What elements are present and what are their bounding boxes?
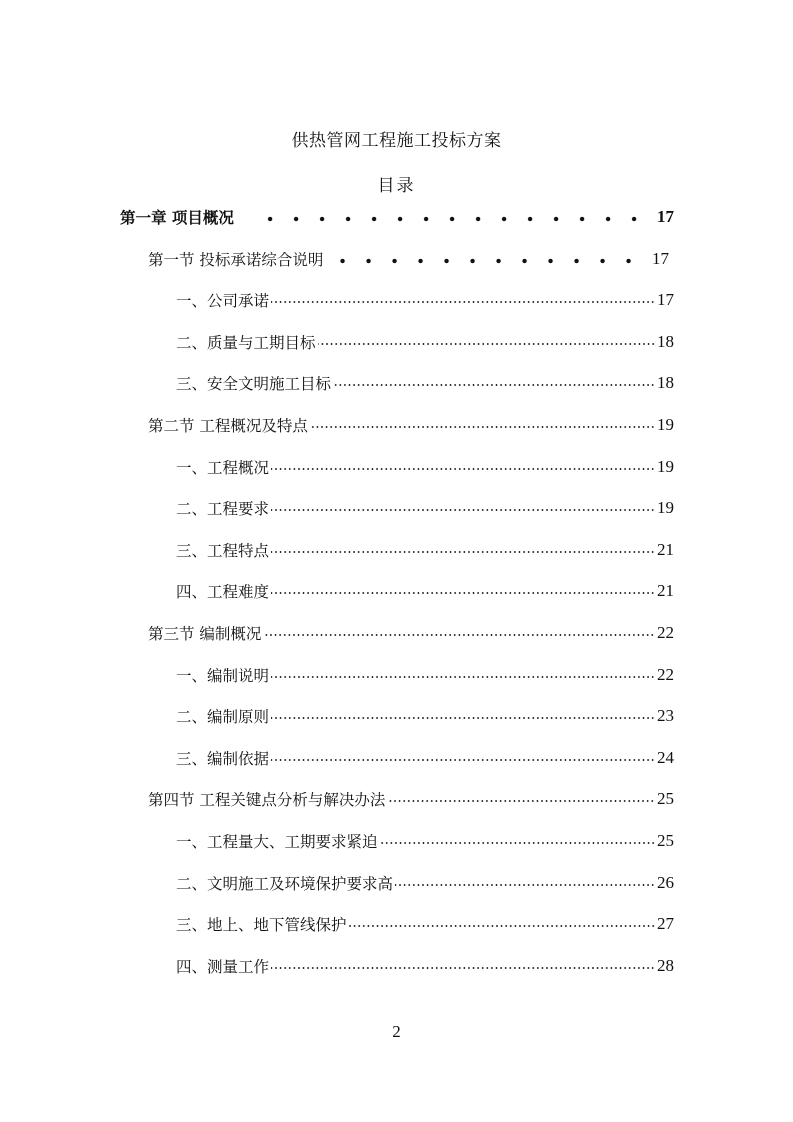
toc-entry-page: 22 [657, 623, 674, 642]
dot-leader [250, 215, 647, 223]
toc-entry-page: 17 [657, 290, 674, 310]
toc-entry-page: 25 [657, 789, 674, 809]
toc-entry-page: 17 [657, 207, 674, 226]
toc-entry-label: 一、工程量大、工期要求紧迫 [176, 833, 378, 851]
toc-entry-label: 四、工程难度 [176, 583, 270, 602]
toc-entry-chapter-1[interactable] [120, 203, 674, 231]
toc-entry-page: 21 [657, 581, 674, 601]
toc-entry-item[interactable] [176, 328, 674, 356]
dot-leader [318, 341, 655, 347]
dot-leader [333, 382, 655, 388]
dot-leader [271, 507, 655, 513]
toc-entry-label: 第一节 投标承诺综合说明 [148, 250, 324, 269]
page-number: 2 [392, 1022, 401, 1041]
toc-entry-page: 19 [657, 498, 674, 518]
dot-leader [339, 257, 642, 265]
dot-leader [271, 757, 655, 763]
toc-entry-item[interactable] [176, 827, 674, 855]
toc-heading: 目录 [377, 176, 416, 196]
toc-entry-label: 第二节 工程概况及特点 [148, 417, 308, 435]
toc-entry-label: 二、编制原则 [176, 708, 270, 727]
toc-entry-page: 21 [657, 539, 674, 559]
toc-entry-section-2[interactable] [148, 411, 674, 439]
dot-leader [395, 882, 655, 888]
toc-entry-item[interactable] [176, 910, 674, 938]
dot-leader [271, 549, 655, 555]
toc-entry-label: 一、编制说明 [176, 666, 270, 685]
toc-entry-item[interactable] [176, 952, 674, 980]
toc-entry-label: 第四节 工程关键点分析与解决办法 [148, 791, 386, 810]
dot-leader [271, 466, 655, 472]
toc-entry-item[interactable] [176, 702, 674, 730]
toc-entry-label: 三、编制依据 [176, 749, 270, 768]
toc-entry-page: 27 [657, 914, 674, 934]
toc-entry-item[interactable] [176, 369, 674, 397]
toc-entry-label: 三、工程特点 [176, 541, 270, 560]
toc-entry-page: 26 [657, 872, 674, 892]
toc-entry-page: 22 [657, 664, 674, 684]
toc-entry-label: 三、地上、地下管线保护 [176, 916, 347, 935]
toc-entry-label: 三、安全文明施工目标 [176, 375, 332, 394]
dot-leader [271, 715, 655, 721]
toc-entry-label: 二、质量与工期目标 [176, 333, 316, 352]
toc-entry-page: 17 [652, 248, 669, 268]
dot-leader [387, 798, 655, 804]
dot-leader [271, 965, 655, 971]
toc-entry-label: 二、文明施工及环境保护要求高 [176, 874, 394, 893]
dot-leader [380, 840, 655, 846]
toc-entry-label: 一、工程概况 [176, 458, 270, 477]
toc-entry-label: 一、公司承诺 [176, 292, 270, 311]
dot-leader [310, 424, 655, 430]
dot-leader [263, 632, 655, 638]
toc-entry-label: 第三节 编制概况 [148, 625, 262, 643]
toc-entry-item[interactable] [176, 661, 674, 689]
toc-entry-page: 18 [657, 373, 674, 393]
toc-entry-item[interactable] [176, 453, 674, 481]
toc-entry-page: 23 [657, 706, 674, 726]
toc-entry-page: 19 [657, 456, 674, 476]
toc-entry-label: 二、工程要求 [176, 500, 270, 519]
toc-entry-page: 24 [657, 747, 674, 767]
toc-entry-item[interactable] [176, 577, 674, 605]
dot-leader [271, 299, 655, 305]
document-title: 供热管网工程施工投标方案 [291, 131, 502, 151]
dot-leader [271, 674, 655, 680]
toc-entry-page: 25 [657, 831, 674, 850]
dot-leader [349, 923, 655, 929]
toc-entry-label: 四、测量工作 [176, 957, 270, 976]
toc-entry-item[interactable] [176, 869, 674, 897]
toc-entry-section-3[interactable] [148, 619, 674, 647]
toc-entry-label: 第一章 项目概况 [120, 208, 234, 227]
toc-entry-section-4[interactable] [148, 785, 674, 813]
toc-entry-item[interactable] [176, 494, 674, 522]
toc-entry-page: 18 [657, 331, 674, 351]
toc-entry-item[interactable] [176, 536, 674, 564]
toc-entry-page: 19 [657, 415, 674, 434]
toc-entry-section-1[interactable] [148, 245, 669, 273]
toc-entry-item[interactable] [176, 744, 674, 772]
dot-leader [271, 590, 655, 596]
toc-entry-item[interactable] [176, 286, 674, 314]
toc-entry-page: 28 [657, 955, 674, 975]
